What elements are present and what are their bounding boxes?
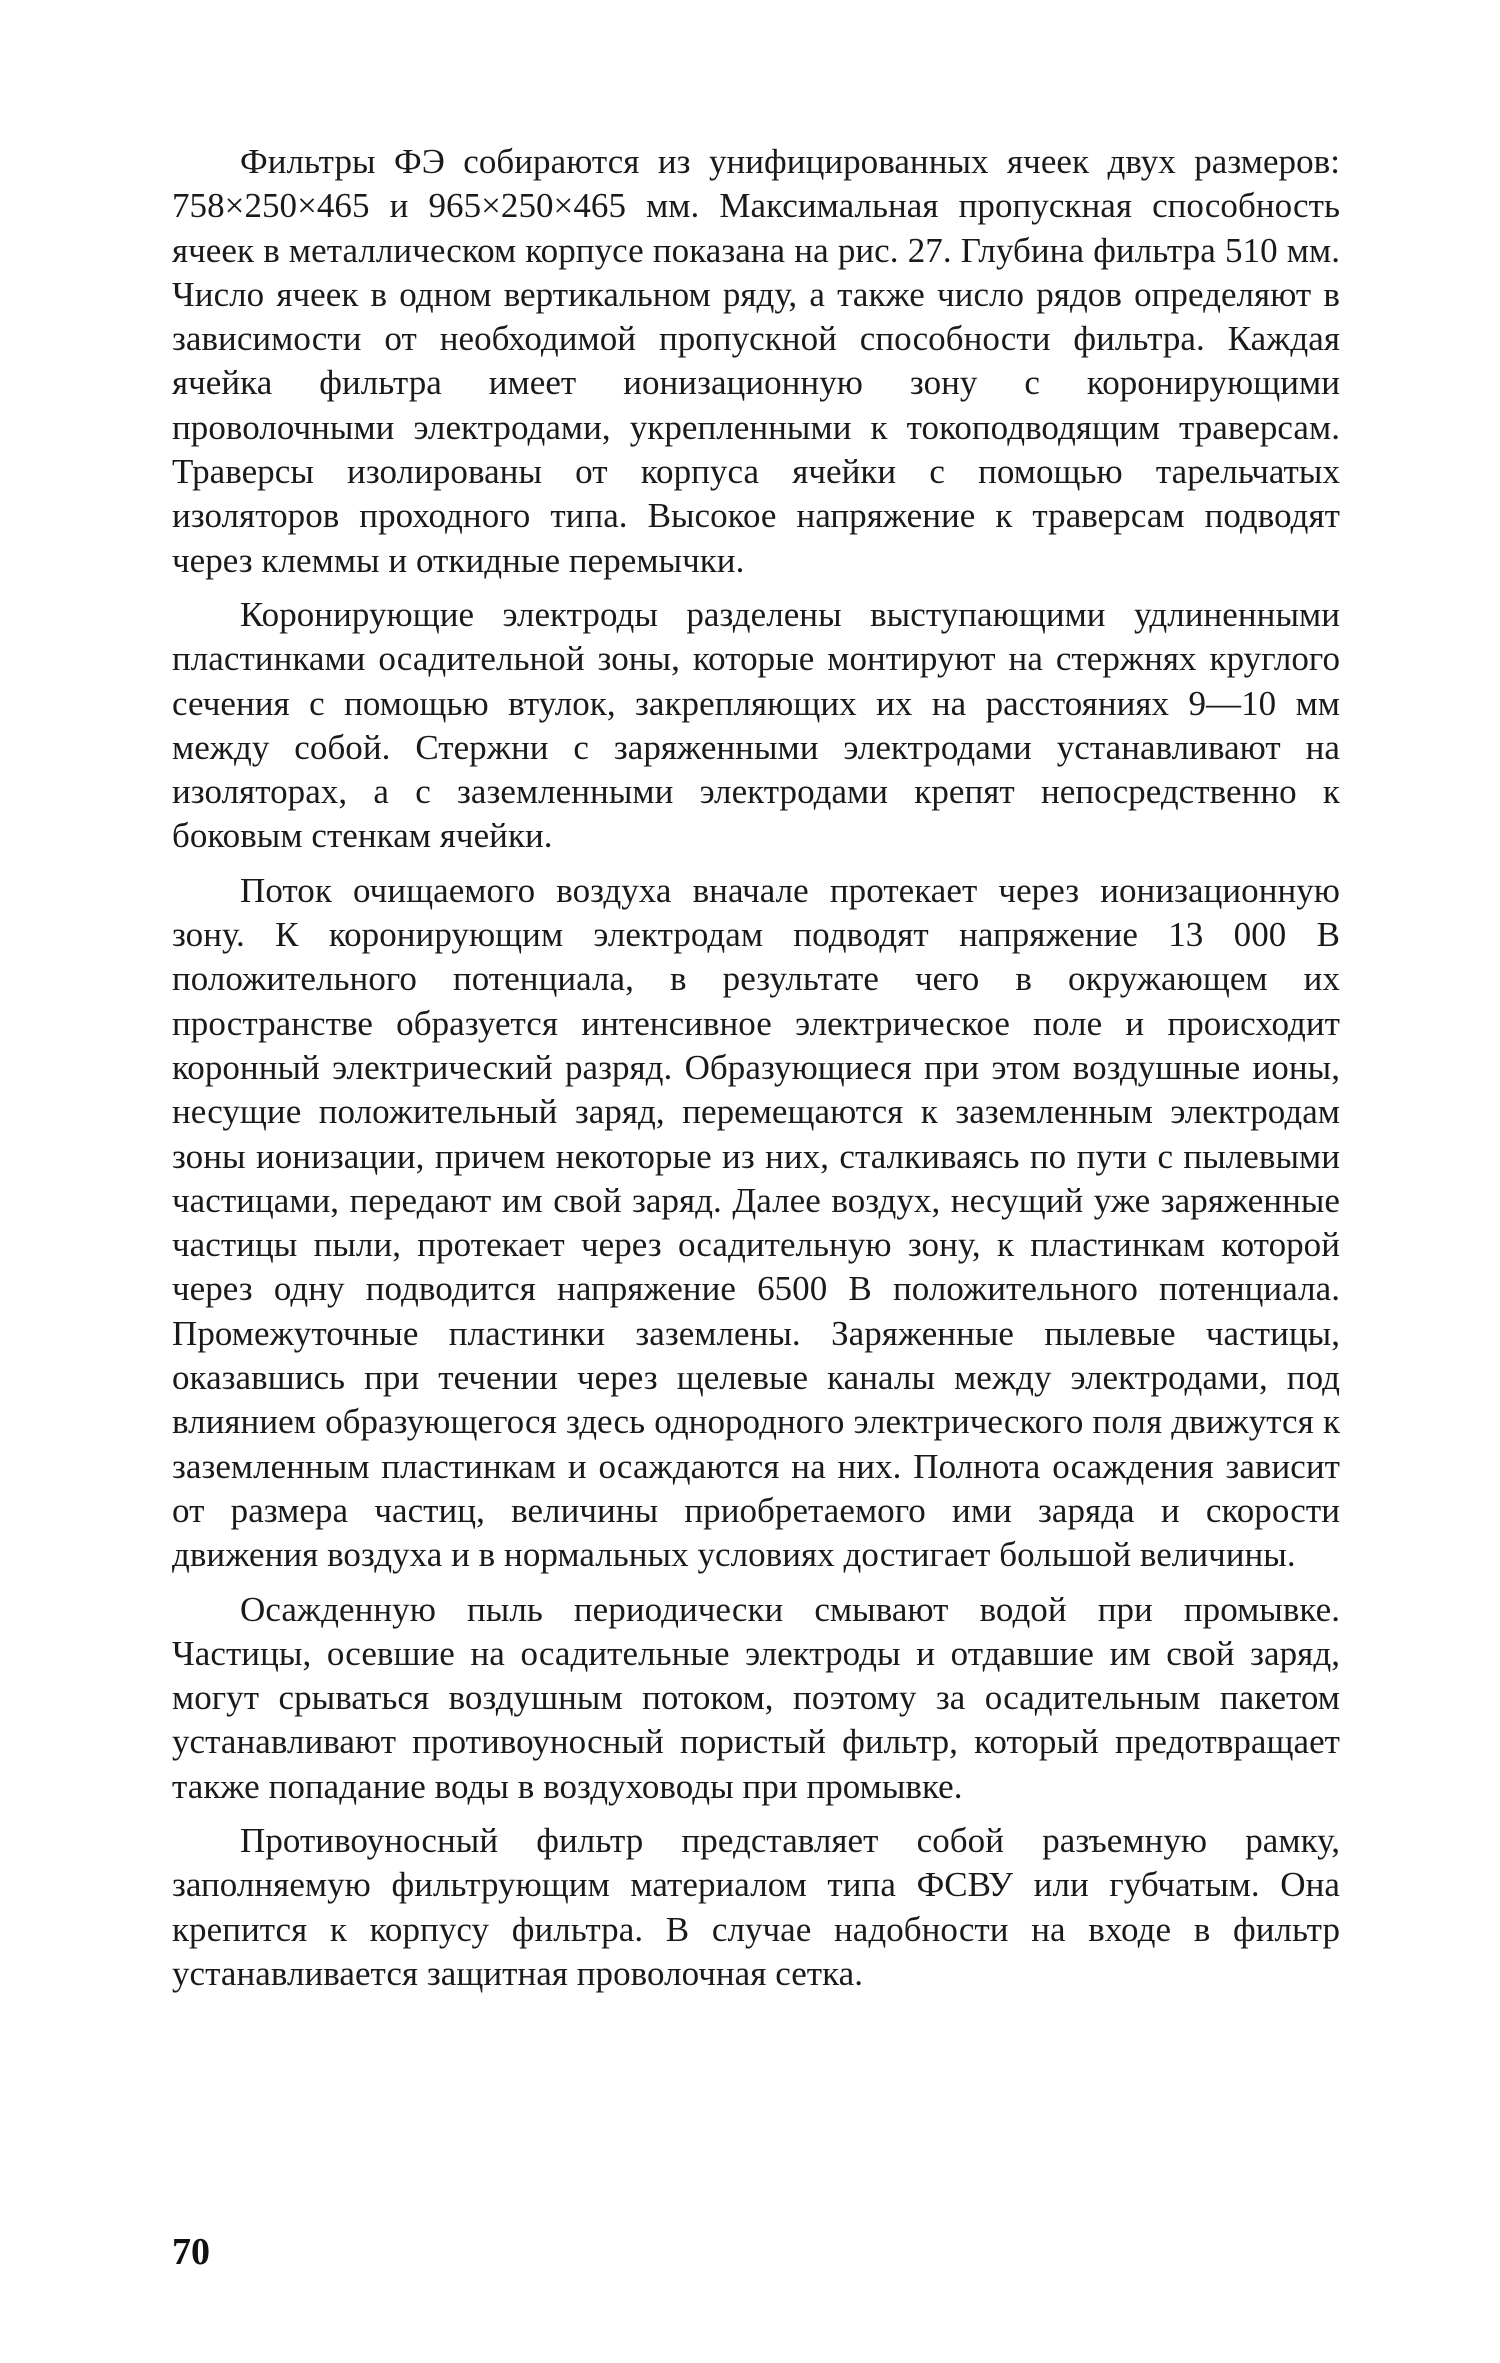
paragraph-2: Коронирующие электроды разделены выступающими удлиненными пластинками осадительной зоны, которые монтируют на стержнях круглого сечения с помощью втулок, закрепляющих их на расстояниях 9—10 мм между собой. Стержни с заряженными электродами устанавливают на изоляторах, а с заземленными электродами крепят непосредственно к боковым стенкам ячейки. xyxy=(172,594,1340,856)
paragraph-1: Фильтры ФЭ собираются из унифицированных ячеек двух размеров: 758×250×465 и 965×250×465 мм. Максимальная пропускная способность ячеек в металлическом корпусе показана на рис. 27. Глубина фильтра 510 мм. Число ячеек в одном вертикальном ряду, а также число рядов определяют в зависимости от необходимой пропускной способности фильтра. Каждая ячейка фильтра имеет ионизационную зону с коронирующими проволочными электродами, укрепленными к токоподводящим траверсам. Траверсы изолированы от корпуса ячейки с помощью тарельчатых изоляторов проходного типа. Высокое напряжение к траверсам подводят через клеммы и откидные перемычки. xyxy=(172,142,1340,580)
paragraph-5: Противоуносный фильтр представляет собой разъемную рамку, заполняемую фильтрующим материалом типа ФСВУ или губчатым. Она крепится к корпусу фильтра. В случае надобности на входе в фильтр устанавливается защитная проволочная сетка. xyxy=(172,1820,1340,1993)
page-body xyxy=(172,140,1340,2006)
paragraph-3: Поток очищаемого воздуха вначале протекает через ионизационную зону. К коронирующим электродам подводят напряжение 13 000 В положительного потенциала, в результате чего в окружающем их пространстве образуется интенсивное электрическое поле и происходит коронный электрический разряд. Образующиеся при этом воздушные ионы, несущие положительный заряд, перемещаются к заземленным электродам зоны ионизации, причем некоторые из них, сталкиваясь по пути с пылевыми частицами, передают им свой заряд. Далее воздух, несущий уже заряженные частицы пыли, протекает через осадительную зону, к пластинкам которой через одну подводится напряжение 6500 В положительного потенциала. Промежуточные пластинки заземлены. Заряженные пылевые частицы, оказавшись при течении через щелевые каналы между электродами, под влиянием образующегося здесь однородного электрического поля движутся к заземленным пластинкам и осаждаются на них. Полнота осаждения зависит от размера частиц, величины приобретаемого ими заряда и скорости движения воздуха и в нормальных условиях достигает большой величины. xyxy=(172,870,1340,1575)
paragraph-4: Осажденную пыль периодически смывают водой при промывке. Частицы, осевшие на осадительные электроды и отдавшие им свой заряд, могут срываться воздушным потоком, поэтому за осадительным пакетом устанавливают противоуносный пористый фильтр, который предотвращает также попадание воды в воздуховоды при промывке. xyxy=(172,1589,1340,1806)
page-number: 70 xyxy=(172,2231,210,2273)
